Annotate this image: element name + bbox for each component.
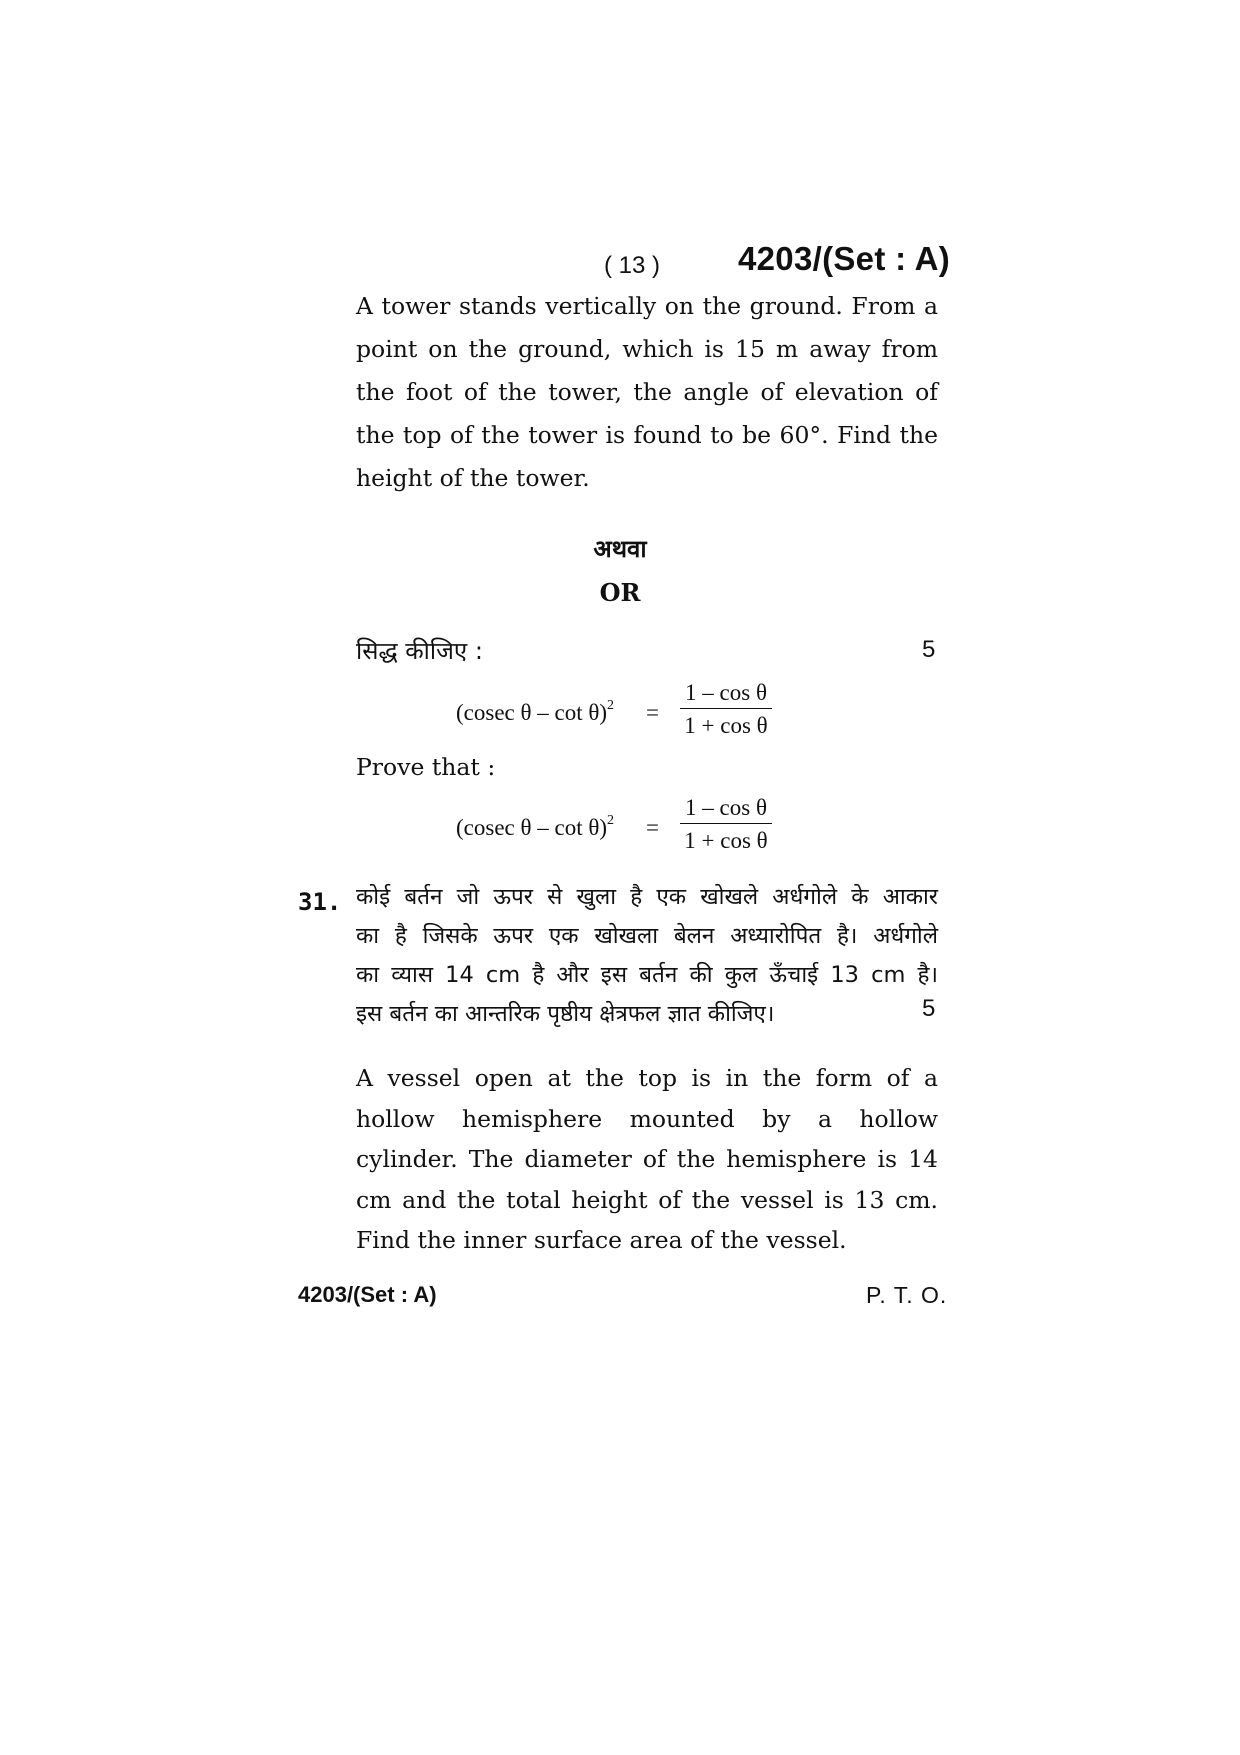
formula-equals: = [646, 700, 659, 725]
formula-lhs: (cosec θ – cot θ)$^2$ [456, 813, 615, 840]
paper-code-footer: 4203/(Set : A) [298, 1282, 437, 1307]
prove-english-label: Prove that : [356, 753, 496, 781]
question-31-hindi-text [356, 878, 938, 1034]
paper-code-header: 4203/(Set : A) [738, 240, 951, 277]
formula-equals: = [646, 815, 659, 840]
question-31-number: 31. [298, 888, 342, 916]
formula-numerator: 1 – cos θ [680, 793, 772, 824]
hindi-line: का है जिसके ऊपर एक खोखला बेलन अध्यारोपित है। अर्धगोले [356, 923, 938, 949]
pto-label: P. T. O. [866, 1282, 948, 1308]
page-number: ( 13 ) [604, 252, 661, 279]
formula-fraction [680, 678, 772, 741]
question-31-english-text: A vessel open at the top is in the form of a hollow hemisphere mounted by a hollow cylinder. The diameter of the hemisphere is 14 cm and the total height of the vessel is 13 cm. Find the inner surface area of the vessel. [356, 1064, 938, 1254]
or-english-label: OR [599, 578, 641, 607]
formula-fraction [680, 793, 772, 856]
formula-lhs: (cosec θ – cot θ)$^2$ [456, 698, 615, 725]
formula-denominator: 1 + cos θ [684, 713, 768, 738]
hindi-line: का व्यास 14 cm है और इस बर्तन की कुल ऊँचाई 13 cm है। [356, 962, 938, 988]
question-30-marks: 5 [922, 636, 936, 663]
question-30-english-text: A tower stands vertically on the ground. From a point on the ground, which is 15 m away from the foot of the tower, the angle of elevation of the top of the tower is found to be 60°. Find the height of the tower. [356, 292, 938, 492]
hindi-line: कोई बर्तन जो ऊपर से खुला है एक खोखले अर्धगोले के आकार [356, 884, 938, 910]
prove-hindi-label: सिद्ध कीजिए : [356, 637, 483, 665]
formula-numerator: 1 – cos θ [680, 678, 772, 709]
question-31-marks: 5 [922, 995, 936, 1022]
formula-denominator: 1 + cos θ [684, 828, 768, 853]
or-hindi-label: अथवा [593, 535, 647, 563]
hindi-line: इस बर्तन का आन्तरिक पृष्ठीय क्षेत्रफल ज्ञात कीजिए। [356, 1001, 775, 1027]
